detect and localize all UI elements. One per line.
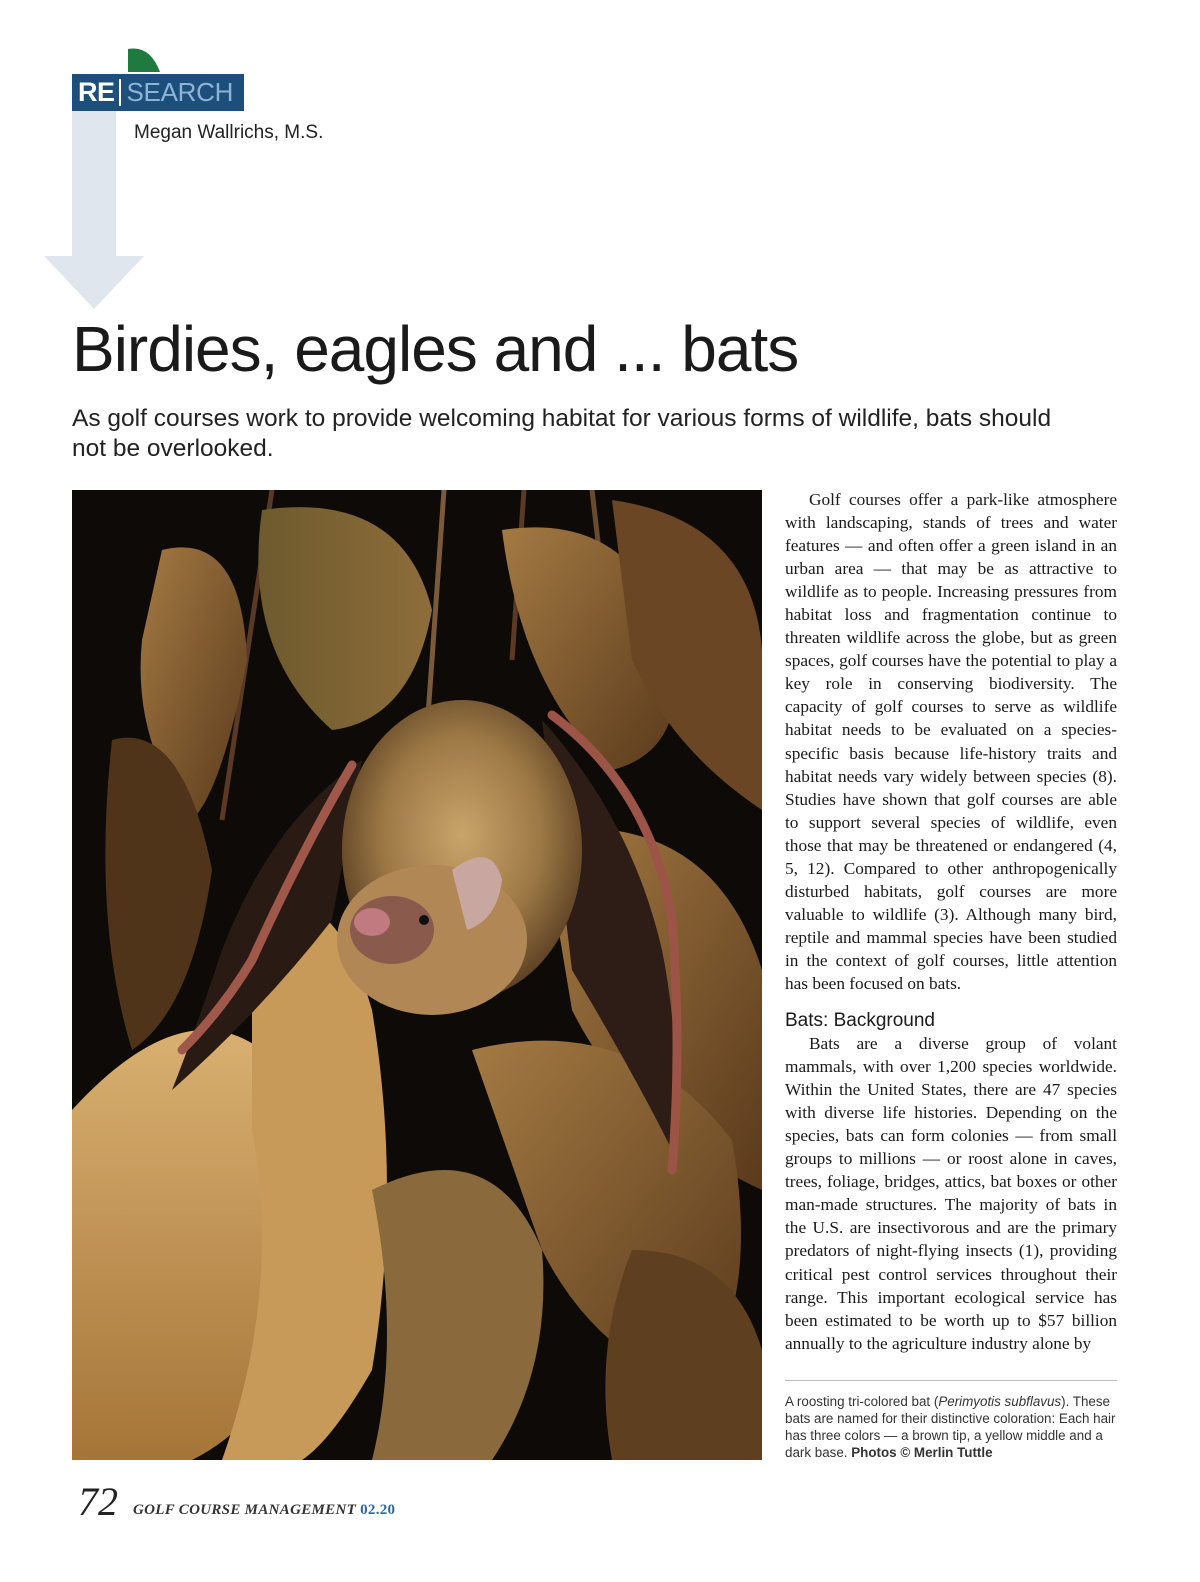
caption-divider	[785, 1380, 1117, 1381]
page-number: 72	[78, 1479, 118, 1524]
issue-date: 02.20	[360, 1502, 396, 1518]
caption-post: ). These bats are named for their distinctive coloration: Each hair has three colors — a brown tip, a yellow middle and a dark base.	[785, 1394, 1116, 1460]
caption-pre: A roosting tri-colored bat (	[785, 1394, 939, 1409]
section-label-search: SEARCH	[126, 77, 234, 107]
magazine-name: GOLF COURSE MANAGEMENT	[133, 1502, 357, 1518]
byline: Megan Wallrichs, M.S.	[134, 122, 324, 143]
article-body	[785, 488, 1117, 1355]
intro-paragraph: Golf courses offer a park-like atmosphere with landscaping, stands of trees and water features — and often offer a green island in an urban area — that may be as attractive to wildlife as to people. Increasing pressures from habitat loss and fragmentation continue to threaten wildlife across the globe, but as green spaces, golf courses have the potential to play a key role in conserving biodiversity. The capacity of golf courses to serve as wildlife habitat needs to be evaluated on a species-specific basis because life-history traits and habitat needs vary widely between species (8). Studies have shown that golf courses are able to support several species of wildlife, even those that may be threatened or endangered (4, 5, 12). Compared to other anthropogenically disturbed habitats, golf courses are more valuable to wildlife (3). Although many bird, reptile and mammal species have been studied in the context of golf courses, little attention has been focused on bats.	[785, 490, 1117, 993]
deck: As golf courses work to provide welcoming habitat for various forms of wildlife, bats should not be overlooked.	[72, 405, 1052, 462]
background-paragraph: Bats are a diverse group of volant mammals, with over 1,200 species worldwide. Within the United States, there are 47 species with diverse life histories. Depending on the species, bats can form colonies — from small groups to millions — or roost alone in caves, trees, foliage, bridges, attics, bat boxes or other man-made structures. The majority of bats in the U.S. are insectivorous and are the primary predators of night-flying insects (1), providing critical pest control services throughout their range. This important ecological service has been estimated to be worth up to $57 billion annually to the agriculture industry alone by	[785, 1034, 1117, 1353]
magazine-footer	[133, 1502, 395, 1519]
photo-credit: Photos © Merlin Tuttle	[851, 1445, 993, 1460]
headline: Birdies, eagles and ... bats	[72, 313, 799, 385]
subhead: Bats: Background	[785, 1010, 935, 1032]
section-label-re: RE	[78, 77, 115, 107]
section-badge	[72, 74, 244, 111]
section-divider	[119, 79, 121, 106]
caption-species: Perimyotis subflavus	[938, 1394, 1062, 1409]
bat-photo	[72, 490, 762, 1460]
down-arrow-icon	[44, 111, 144, 309]
photo-caption	[785, 1393, 1117, 1461]
leaf-icon	[128, 47, 160, 72]
